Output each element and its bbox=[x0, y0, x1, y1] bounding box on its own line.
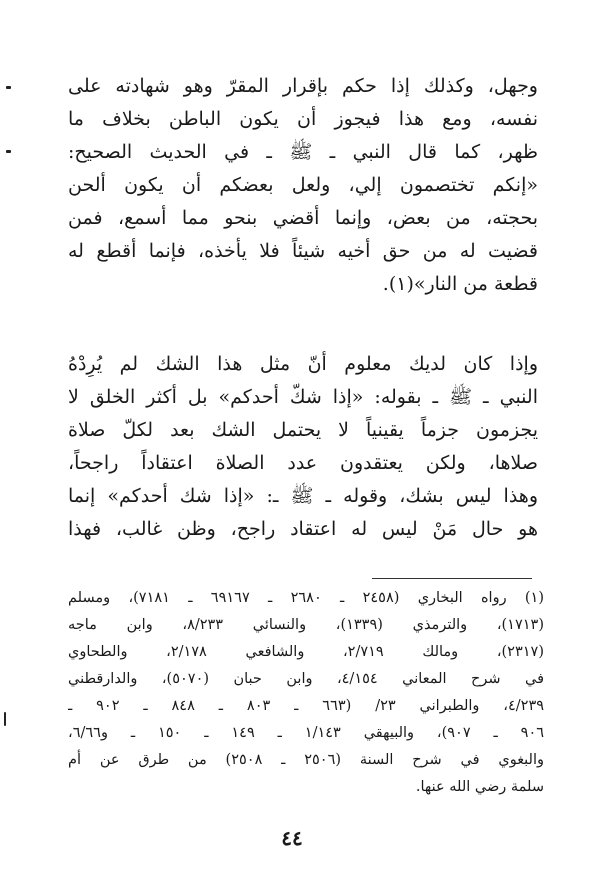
footnote-block bbox=[68, 585, 544, 801]
text-line: يجزمون جزماً يقينياً لا يحتمل الشك بعد لكلّ صلاة bbox=[68, 419, 538, 441]
scan-edge-mark bbox=[4, 712, 6, 726]
page-number: ٤٤ bbox=[281, 826, 303, 850]
footnote-divider bbox=[372, 578, 532, 579]
text-line: النبي ـ ﷺ ـ بقوله: «إذا شكّ أحدكم» بل أكثر الخلق لا bbox=[68, 386, 538, 408]
footnote-line: ٩٠٦ ـ ٩٠٧)، والبيهقي ١/١٤٣ ـ ١٤٩ ـ ١٥٠ ـ و٦/٦٦، bbox=[68, 725, 544, 741]
footnote-line: (١٧١٣)، والترمذي (١٣٣٩)، والنسائي ٨/٢٣٣، وابن ماجه bbox=[68, 617, 544, 633]
footnote-line: (٢٣١٧)، ومالك ٢/٧١٩، والشافعي ٢/١٧٨، والطحاوي bbox=[68, 644, 544, 660]
footnote-line: والبغوي في شرح السنة (٢٥٠٦ ـ ٢٥٠٨) من طرق عن أم bbox=[68, 752, 544, 768]
paragraph-2 bbox=[68, 348, 538, 546]
text-line: «إنكم تختصمون إلي، ولعل بعضكم أن يكون ألحن bbox=[68, 174, 538, 196]
footnote-line: في شرح المعاني ٤/١٥٤، وابن حبان (٥٠٧٠)، والدارقطني bbox=[68, 671, 544, 687]
text-line: هو حال مَنْ ليس له اعتقاد راجح، وظن غالب، فهذا bbox=[68, 518, 538, 540]
text-line: بحجته، من بعض، وإنما أقضي بنحو مما أسمع، فمن bbox=[68, 207, 538, 229]
text-line: نفسه، ومع هذا فيجوز أن يكون الباطن بخلاف ما bbox=[68, 108, 538, 130]
scan-edge-mark bbox=[6, 150, 11, 153]
text-line: صلاها، ولكن يعتقدون عدد الصلاة اعتقاداً راجحاً، bbox=[68, 452, 538, 474]
footnote-line: سلمة رضي الله عنها. bbox=[415, 779, 544, 795]
paragraph-1 bbox=[68, 70, 538, 301]
text-line: ظهر، كما قال النبي ـ ﷺ ـ في الحديث الصحيح: bbox=[68, 141, 538, 163]
footnote-line: ٤/٢٣٩، والطبراني ٢٣/ (٦٦٣ ـ ٨٠٣ ـ ٨٤٨ ـ ٩٠٢ ـ bbox=[68, 698, 544, 714]
text-line: قطعة من النار»(١). bbox=[382, 273, 538, 295]
text-line: وجهل، وكذلك إذا حكم بإقرار المقرّ وهو شهادته على bbox=[68, 75, 538, 97]
text-line: وهذا ليس بشك، وقوله ـ ﷺ ـ: «إذا شك أحدكم» إنما bbox=[68, 485, 538, 507]
text-line: وإذا كان لديك معلوم أنّ مثل هذا الشك لم يُرِدْهُ bbox=[68, 353, 538, 375]
footnote-line: (١) رواه البخاري (٢٤٥٨ ـ ٢٦٨٠ ـ ٦٩١٦٧ ـ ٧١٨١)، ومسلم bbox=[68, 590, 544, 606]
scan-edge-mark bbox=[6, 86, 11, 89]
text-line: قضيت له من حق أخيه شيئاً فلا يأخذه، فإنما أقطع له bbox=[68, 240, 538, 262]
